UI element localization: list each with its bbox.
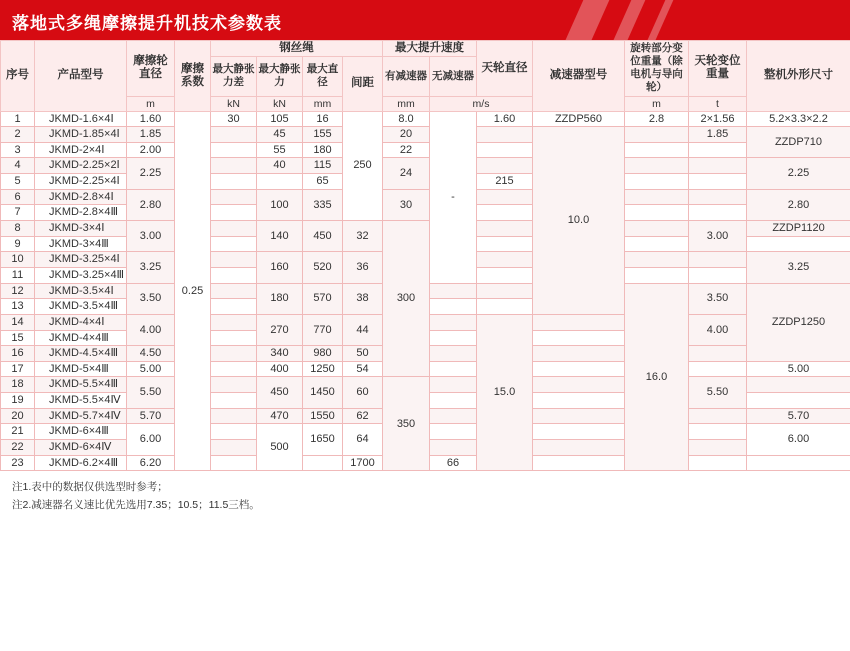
cell-static-diff: 500 [257,424,303,471]
cell-no: 11 [1,267,35,283]
cell-rope-dia: 62 [343,408,383,424]
cell-reducer-model: ZZDP1120 [747,221,850,237]
note-1: 注1.表中的数据仅供选型时参考； [12,481,168,494]
cell-static [747,236,850,252]
cell-model: JKMD-5.5×4Ⅲ [35,377,127,393]
unit-static-diff: kN [211,96,257,111]
cell-static-diff [625,205,689,221]
cell-friction [211,127,257,143]
cell-static-diff [533,393,625,409]
cell-rope-dia: 54 [343,361,383,377]
th-reducer-model: 减速器型号 [533,41,625,112]
cell-no: 3 [1,142,35,158]
cell-spacing: 300 [383,221,430,377]
th-speed-reducer: 有减速器 [383,57,430,96]
cell-model: JKMD-2×4Ⅰ [35,142,127,158]
cell-friction [211,189,257,205]
cell-model: JKMD-2.8×4Ⅰ [35,189,127,205]
cell-wheel-dia: 2.80 [127,189,175,220]
cell-rope-dia: 38 [343,283,383,314]
cell-speed-reducer [625,142,689,158]
cell-static-diff: 160 [257,252,303,283]
cell-reducer-model: ZZDP710 [747,127,850,158]
cell-wheel-dia: 1.60 [127,111,175,127]
th-model: 产品型号 [35,41,127,112]
th-rope-static: 最大静张力 [257,57,303,96]
cell-sheave-dia: 3.25 [747,252,850,283]
cell-spacing [430,346,477,362]
cell-speed-noreducer [533,377,625,393]
cell-friction: 0.25 [175,111,211,471]
cell-reducer-model: ZZDP560 [533,111,625,127]
cell-spacing [430,361,477,377]
cell-static-diff: 400 [257,361,303,377]
cell-model: JKMD-3×4Ⅰ [35,221,127,237]
cell-model: JKMD-1.85×4Ⅰ [35,127,127,143]
th-wheel-dia: 摩擦轮直径 [127,41,175,97]
cell-speed-noreducer [689,252,747,268]
cell-rope-dia: 16 [303,111,343,127]
cell-static: 115 [303,158,343,174]
cell-static-diff: 40 [257,158,303,174]
cell-no: 14 [1,314,35,330]
cell-speed-reducer: 15.0 [477,314,533,470]
cell-static: 105 [257,111,303,127]
th-sheave-dia: 天轮直径 [477,41,533,97]
cell-no: 2 [1,127,35,143]
cell-wheel-dia: 3.50 [127,283,175,314]
cell-spacing [533,455,625,471]
cell-speed-reducer [625,158,689,174]
cell-spacing [477,142,533,158]
cell-spacing [689,174,747,190]
cell-sheave-var: 2×1.56 [689,111,747,127]
cell-model: JKMD-3.25×4Ⅰ [35,252,127,268]
unit-rot-weight: t [689,96,747,111]
cell-static: 215 [477,174,533,190]
cell-rope-dia: 22 [383,142,430,158]
unit-static: kN [257,96,303,111]
cell-wheel-dia [211,330,257,346]
cell-friction [211,408,257,424]
cell-rope-dia: 44 [343,314,383,345]
cell-rope-dia: 36 [343,252,383,283]
cell-speed-reducer: 8.0 [383,111,430,127]
table-header [1,41,850,112]
cell-speed-reducer [625,252,689,268]
cell-no: 13 [1,299,35,315]
cell-friction [211,142,257,158]
table-row [1,377,850,393]
cell-friction [257,174,303,190]
header-row-1 [1,41,850,57]
cell-static-diff: 140 [257,221,303,252]
cell-rope-dia: 66 [430,455,477,471]
cell-sheave-dia: 5.70 [747,408,850,424]
cell-wheel-dia [211,299,257,315]
cell-sheave-dia: 3.00 [689,221,747,252]
cell-static-diff [625,236,689,252]
cell-static: 450 [303,221,343,252]
th-rope-static-diff: 最大静张力差 [211,57,257,96]
cell-sheave-dia: 2.25 [747,158,850,189]
cell-speed-noreducer [689,346,747,362]
cell-speed-noreducer [533,314,625,330]
cell-static-diff [533,330,625,346]
cell-static: 335 [303,189,343,220]
table-row [1,127,850,143]
cell-model: JKMD-5.7×4Ⅳ [35,408,127,424]
cell-static: 180 [303,142,343,158]
cell-no: 9 [1,236,35,252]
cell-spacing [477,158,533,174]
cell-wheel-dia [211,174,257,190]
cell-rope-dia: 20 [383,127,430,143]
cell-friction [211,377,257,393]
cell-rope-dia: 32 [343,221,383,252]
notes-block [12,479,850,515]
cell-speed-noreducer [625,127,689,143]
cell-speed-noreducer: 16.0 [625,283,689,471]
cell-speed-reducer [477,221,533,237]
cell-static-diff [477,299,533,315]
cell-wheel-dia: 2.00 [127,142,175,158]
cell-speed-reducer [533,424,625,440]
cell-model: JKMD-2.25×4Ⅰ [35,174,127,190]
cell-friction [211,252,257,268]
cell-no: 23 [1,455,35,471]
cell-static: 770 [303,314,343,345]
cell-friction [211,314,257,330]
cell-wheel-dia: 3.00 [127,221,175,252]
page-title: 落地式多绳摩擦提升机技术参数表 [12,14,282,33]
cell-wheel-dia: 5.00 [127,361,175,377]
cell-rope-dia [625,174,689,190]
page-banner [0,0,850,40]
cell-model: JKMD-5×4Ⅲ [35,361,127,377]
cell-static [689,440,747,456]
cell-reducer-model [747,377,850,393]
cell-speed-noreducer [689,408,747,424]
cell-friction [477,267,533,283]
cell-no: 6 [1,189,35,205]
cell-no: 15 [1,330,35,346]
cell-model: JKMD-4.5×4Ⅲ [35,346,127,362]
cell-static [689,267,747,283]
cell-static: 980 [303,346,343,362]
cell-no: 4 [1,158,35,174]
cell-static-diff: 270 [257,314,303,345]
cell-static-diff [533,440,625,456]
th-friction: 摩擦系数 [175,41,211,112]
cell-no: 16 [1,346,35,362]
table-row [1,142,850,158]
cell-static-diff: 65 [303,174,343,190]
cell-no: 19 [1,393,35,409]
cell-wheel-dia [211,267,257,283]
cell-spacing [477,189,533,205]
cell-speed-noreducer [625,221,689,237]
unit-rope-dia: mm [303,96,343,111]
cell-speed-reducer [689,455,747,471]
cell-friction [430,440,477,456]
cell-wheel-dia [211,236,257,252]
unit-spacing: mm [383,96,430,111]
cell-no: 17 [1,361,35,377]
cell-no: 5 [1,174,35,190]
cell-speed-noreducer [689,142,747,158]
cell-friction [211,221,257,237]
cell-friction [211,424,257,440]
th-spacing: 间距 [343,57,383,111]
cell-speed-noreducer [747,455,850,471]
cell-speed-reducer [533,408,625,424]
table-row [1,189,850,205]
cell-static: 570 [303,283,343,314]
cell-speed-noreducer [689,189,747,205]
table-row [1,158,850,174]
cell-sheave-dia: 6.00 [747,424,850,455]
cell-no: 12 [1,283,35,299]
cell-spacing [430,314,477,330]
cell-static: 1250 [303,361,343,377]
cell-speed-noreducer [689,424,747,440]
cell-sheave-dia: 4.00 [689,314,747,345]
cell-friction [211,361,257,377]
cell-wheel-dia: 5.50 [127,377,175,408]
cell-spacing [430,283,477,299]
cell-model: JKMD-2.8×4Ⅲ [35,205,127,221]
cell-model: JKMD-3.25×4Ⅲ [35,267,127,283]
cell-speed-noreducer [689,361,747,377]
table-row [1,221,850,237]
cell-wheel-dia: 5.70 [127,408,175,424]
header-row-units [1,96,850,111]
table-row [1,111,850,127]
cell-model: JKMD-6×4Ⅲ [35,424,127,440]
cell-spacing [430,408,477,424]
cell-static-diff [625,267,689,283]
cell-spacing [430,424,477,440]
cell-no: 21 [1,424,35,440]
cell-model: JKMD-3.5×4Ⅰ [35,283,127,299]
cell-friction [430,299,477,315]
cell-static-diff: 55 [257,142,303,158]
cell-static-diff: 45 [257,127,303,143]
cell-rot-weight: 2.8 [625,111,689,127]
cell-sheave-dia: 5.00 [747,361,850,377]
cell-wheel-dia: 3.25 [127,252,175,283]
cell-speed-reducer: 10.0 [533,127,625,315]
cell-wheel-dia [211,393,257,409]
cell-friction [477,236,533,252]
cell-model: JKMD-6×4Ⅳ [35,440,127,456]
unit-speed: m/s [430,96,533,111]
cell-friction [430,330,477,346]
cell-static: 1450 [303,377,343,408]
cell-speed-reducer [477,283,533,299]
cell-static-diff: 30 [211,111,257,127]
cell-model: JKMD-5.5×4Ⅳ [35,393,127,409]
cell-spacing [477,252,533,268]
cell-rope-dia: 64 [343,424,383,455]
cell-static [747,393,850,409]
cell-friction [211,158,257,174]
cell-rope-dia: 60 [343,377,383,408]
banner-slash-decor [642,0,678,40]
cell-spacing: 250 [343,111,383,220]
cell-model: JKMD-3.5×4Ⅲ [35,299,127,315]
spec-table [0,40,850,471]
cell-static: 520 [303,252,343,283]
th-no: 序号 [1,41,35,112]
th-speed-noreducer: 无减速器 [430,57,477,96]
table-body [1,111,850,471]
cell-model: JKMD-4×4Ⅰ [35,314,127,330]
note-2: 注2.减速器名义速比优先选用7.35；10.5；11.5三档。 [12,499,260,512]
cell-no: 22 [1,440,35,456]
cell-no: 18 [1,377,35,393]
cell-sheave-dia: 1.60 [477,111,533,127]
cell-model: JKMD-1.6×4Ⅰ [35,111,127,127]
cell-no: 20 [1,408,35,424]
cell-reducer-model: ZZDP1250 [747,283,850,361]
unit-sheave-dia: m [625,96,689,111]
cell-static: 1650 [303,424,343,455]
cell-no: 1 [1,111,35,127]
th-overall: 整机外形尺寸 [747,41,850,112]
th-group-speed: 最大提升速度 [383,41,477,57]
cell-rope-dia: 24 [383,158,430,189]
cell-spacing [477,127,533,143]
cell-model: JKMD-6.2×4Ⅲ [35,455,127,471]
cell-static-diff: 100 [257,189,303,220]
cell-friction [211,346,257,362]
cell-wheel-dia [211,440,257,456]
cell-static: 1550 [303,408,343,424]
cell-sheave-dia: 2.80 [747,189,850,220]
banner-slash-decor [560,0,614,40]
cell-speed-noreducer: - [430,111,477,283]
cell-no: 10 [1,252,35,268]
th-group-rope: 钢丝绳 [211,41,383,57]
spec-table-wrapper [0,40,850,471]
cell-wheel-dia: 2.25 [127,158,175,189]
cell-speed-reducer [430,377,477,393]
cell-sheave-dia: 1.85 [689,127,747,143]
cell-wheel-dia: 4.00 [127,314,175,345]
cell-no: 8 [1,221,35,237]
cell-speed-noreducer [689,158,747,174]
th-sheave-var: 天轮变位重量 [689,41,747,97]
unit-wheel-dia: m [127,96,175,111]
cell-speed-reducer [625,189,689,205]
cell-sheave-dia: 3.50 [689,283,747,314]
cell-wheel-dia: 6.20 [127,455,175,471]
cell-static-diff: 450 [257,377,303,408]
cell-friction [211,455,257,471]
cell-static-diff: 470 [257,408,303,424]
banner-slash-decor [608,0,650,40]
cell-wheel-dia: 6.00 [127,424,175,455]
cell-wheel-dia: 4.50 [127,346,175,362]
cell-static [689,205,747,221]
cell-speed-reducer [533,346,625,362]
cell-static: 155 [303,127,343,143]
cell-rope-dia: 50 [343,346,383,362]
th-rope-dia: 最大直径 [303,57,343,96]
cell-rope-dia: 30 [383,189,430,220]
cell-sheave-dia: 5.50 [689,377,747,408]
cell-static-diff [303,455,343,471]
cell-spacing: 350 [383,377,430,471]
th-rot-weight: 旋转部分变位重量（除电机与导向轮） [625,41,689,97]
cell-static: 1700 [343,455,383,471]
cell-static-diff: 180 [257,283,303,314]
cell-friction [211,283,257,299]
cell-friction [430,393,477,409]
cell-model: JKMD-4×4Ⅲ [35,330,127,346]
cell-overall: 5.2×3.3×2.2 [747,111,850,127]
cell-no: 7 [1,205,35,221]
cell-wheel-dia [211,205,257,221]
cell-model: JKMD-2.25×2Ⅰ [35,158,127,174]
cell-static-diff: 340 [257,346,303,362]
cell-model: JKMD-3×4Ⅲ [35,236,127,252]
cell-speed-reducer [533,361,625,377]
cell-friction [477,205,533,221]
cell-wheel-dia: 1.85 [127,127,175,143]
